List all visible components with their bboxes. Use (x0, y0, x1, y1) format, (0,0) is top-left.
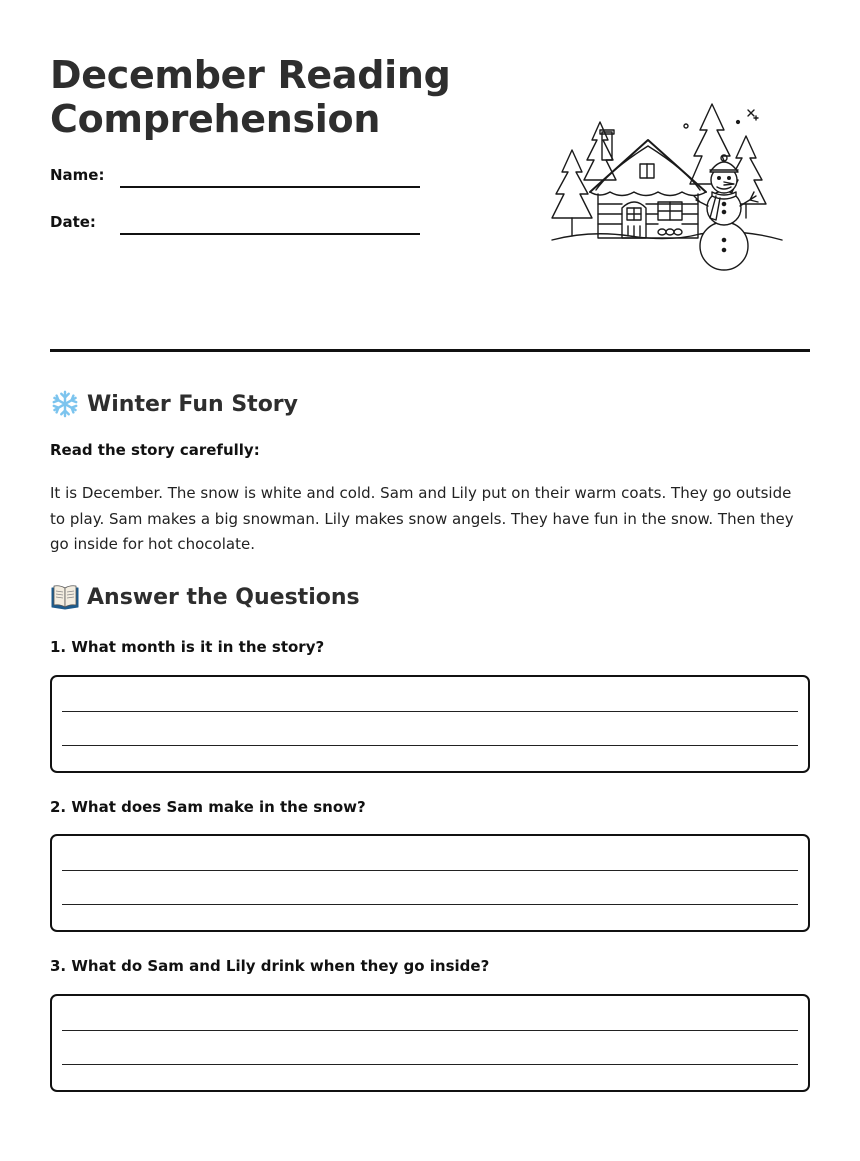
open-book-icon (50, 583, 80, 611)
snowflake-icon (50, 390, 80, 418)
pine-tree-left-icon (552, 150, 592, 236)
questions-heading-text: Answer the Questions (87, 584, 360, 610)
story-heading-text: Winter Fun Story (87, 391, 298, 417)
answer-box-1[interactable] (50, 675, 810, 773)
answer-line (62, 870, 798, 871)
question-2: 2. What does Sam make in the snow? (50, 798, 366, 816)
story-text: It is December. The snow is white and cold. Sam and Lily put on their warm coats. They go outside to play. Sam makes a big snowman. Lily makes snow angels. They have fun in the snow. Then they go inside for hot chocolate. (50, 484, 794, 553)
answer-line (62, 711, 798, 712)
winter-cabin-illustration (550, 100, 785, 272)
date-field[interactable] (50, 213, 420, 239)
answer-line (62, 904, 798, 905)
story-instruction: Read the story carefully: (50, 441, 260, 459)
name-field[interactable] (50, 166, 420, 192)
story-heading (50, 389, 810, 419)
date-write-line[interactable] (120, 233, 420, 235)
section-divider (50, 349, 810, 352)
name-label: Name: (50, 166, 105, 184)
answer-line (62, 1030, 798, 1031)
question-1: 1. What month is it in the story? (50, 638, 325, 656)
answer-line (62, 745, 798, 746)
answer-line (62, 1064, 798, 1065)
answer-box-3[interactable] (50, 994, 810, 1092)
questions-heading (50, 582, 810, 612)
snowman-icon (694, 155, 758, 270)
answer-box-2[interactable] (50, 834, 810, 932)
question-3: 3. What do Sam and Lily drink when they go inside? (50, 957, 490, 975)
date-label: Date: (50, 213, 96, 231)
name-write-line[interactable] (120, 186, 420, 188)
page-title: December Reading Comprehension (50, 53, 451, 141)
